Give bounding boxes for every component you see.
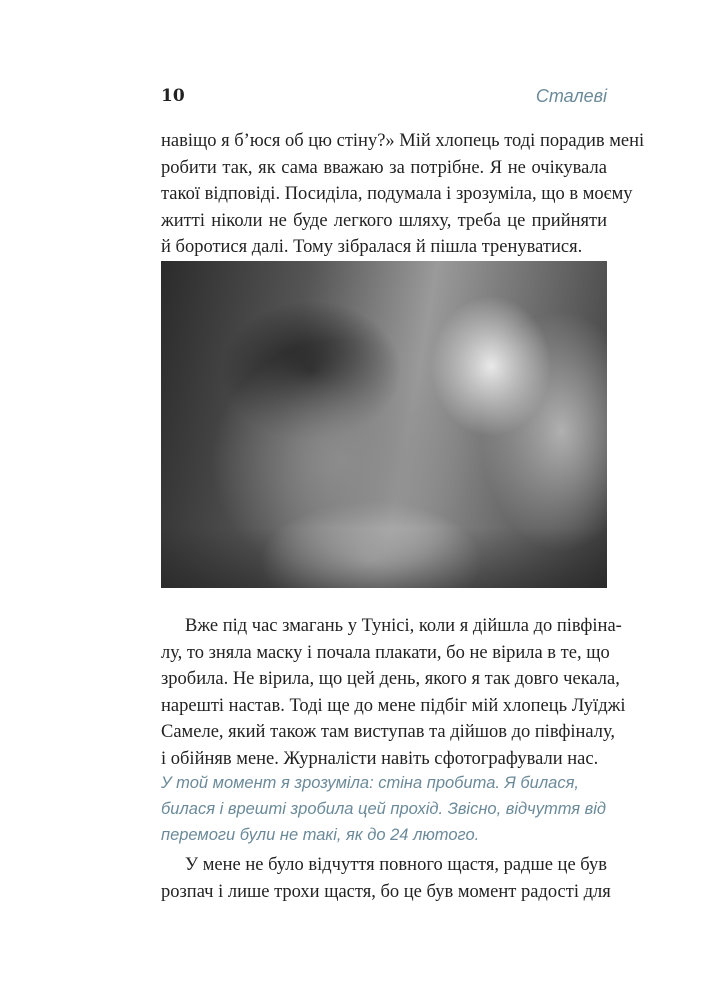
- paragraph-line: житті ніколи не буде легкого шляху, треба це прийняти: [161, 210, 607, 231]
- paragraph-line: робити так, як сама вважаю за потрібне. Я не очікувала: [161, 157, 607, 178]
- paragraph-line: й боротися далі. Тому зібралася й пішла тренуватися.: [161, 237, 583, 257]
- paragraph-line: навіщо я б’юся об цю стіну?» Мій хлопець тоді порадив мені: [161, 131, 645, 151]
- paragraph-line: лу, то зняла маску і почала плакати, бо не вірила в те, що: [161, 642, 610, 663]
- pull-quote-line: перемоги були не такі, як до 24 лютого.: [161, 826, 480, 844]
- paragraph-line: Вже під час змагань у Тунісі, коли я дійшла до півфіна-: [185, 616, 622, 636]
- paragraph-2: [161, 613, 626, 772]
- paragraph-line: і обійняв мене. Журналісти навіть сфотографували нас.: [161, 748, 599, 769]
- page-number: 10: [161, 86, 185, 106]
- paragraph-line: такої відповіді. Посиділа, подумала і зрозуміла, що в моєму: [161, 184, 633, 204]
- paragraph-line: нарешті настав. Тоді ще до мене підбіг мій хлопець Луїджі: [161, 695, 626, 716]
- paragraph-1: [161, 128, 645, 261]
- paragraph-line: зробила. Не вірила, що цей день, якого я так довго чекала,: [161, 669, 620, 689]
- paragraph-line: Самеле, який також там виступав та дійшов до півфіналу,: [161, 722, 616, 742]
- photo-shadow: [161, 528, 607, 588]
- pull-quote-line: билася і врешті зробила цей прохід. Звісно, відчуття від: [161, 800, 607, 818]
- fencing-embrace-photo: [161, 261, 607, 588]
- pull-quote-line: У той момент я зрозуміла: стіна пробита. Я билася,: [161, 774, 579, 792]
- pull-quote: [161, 770, 607, 848]
- paragraph-3: [161, 852, 611, 905]
- page-header: [161, 86, 607, 114]
- paragraph-line: розпач і лише трохи щастя, бо це був момент радості для: [161, 881, 611, 902]
- running-title: Сталеві: [535, 86, 607, 106]
- paragraph-line: У мене не було відчуття повного щастя, радше це був: [185, 855, 607, 875]
